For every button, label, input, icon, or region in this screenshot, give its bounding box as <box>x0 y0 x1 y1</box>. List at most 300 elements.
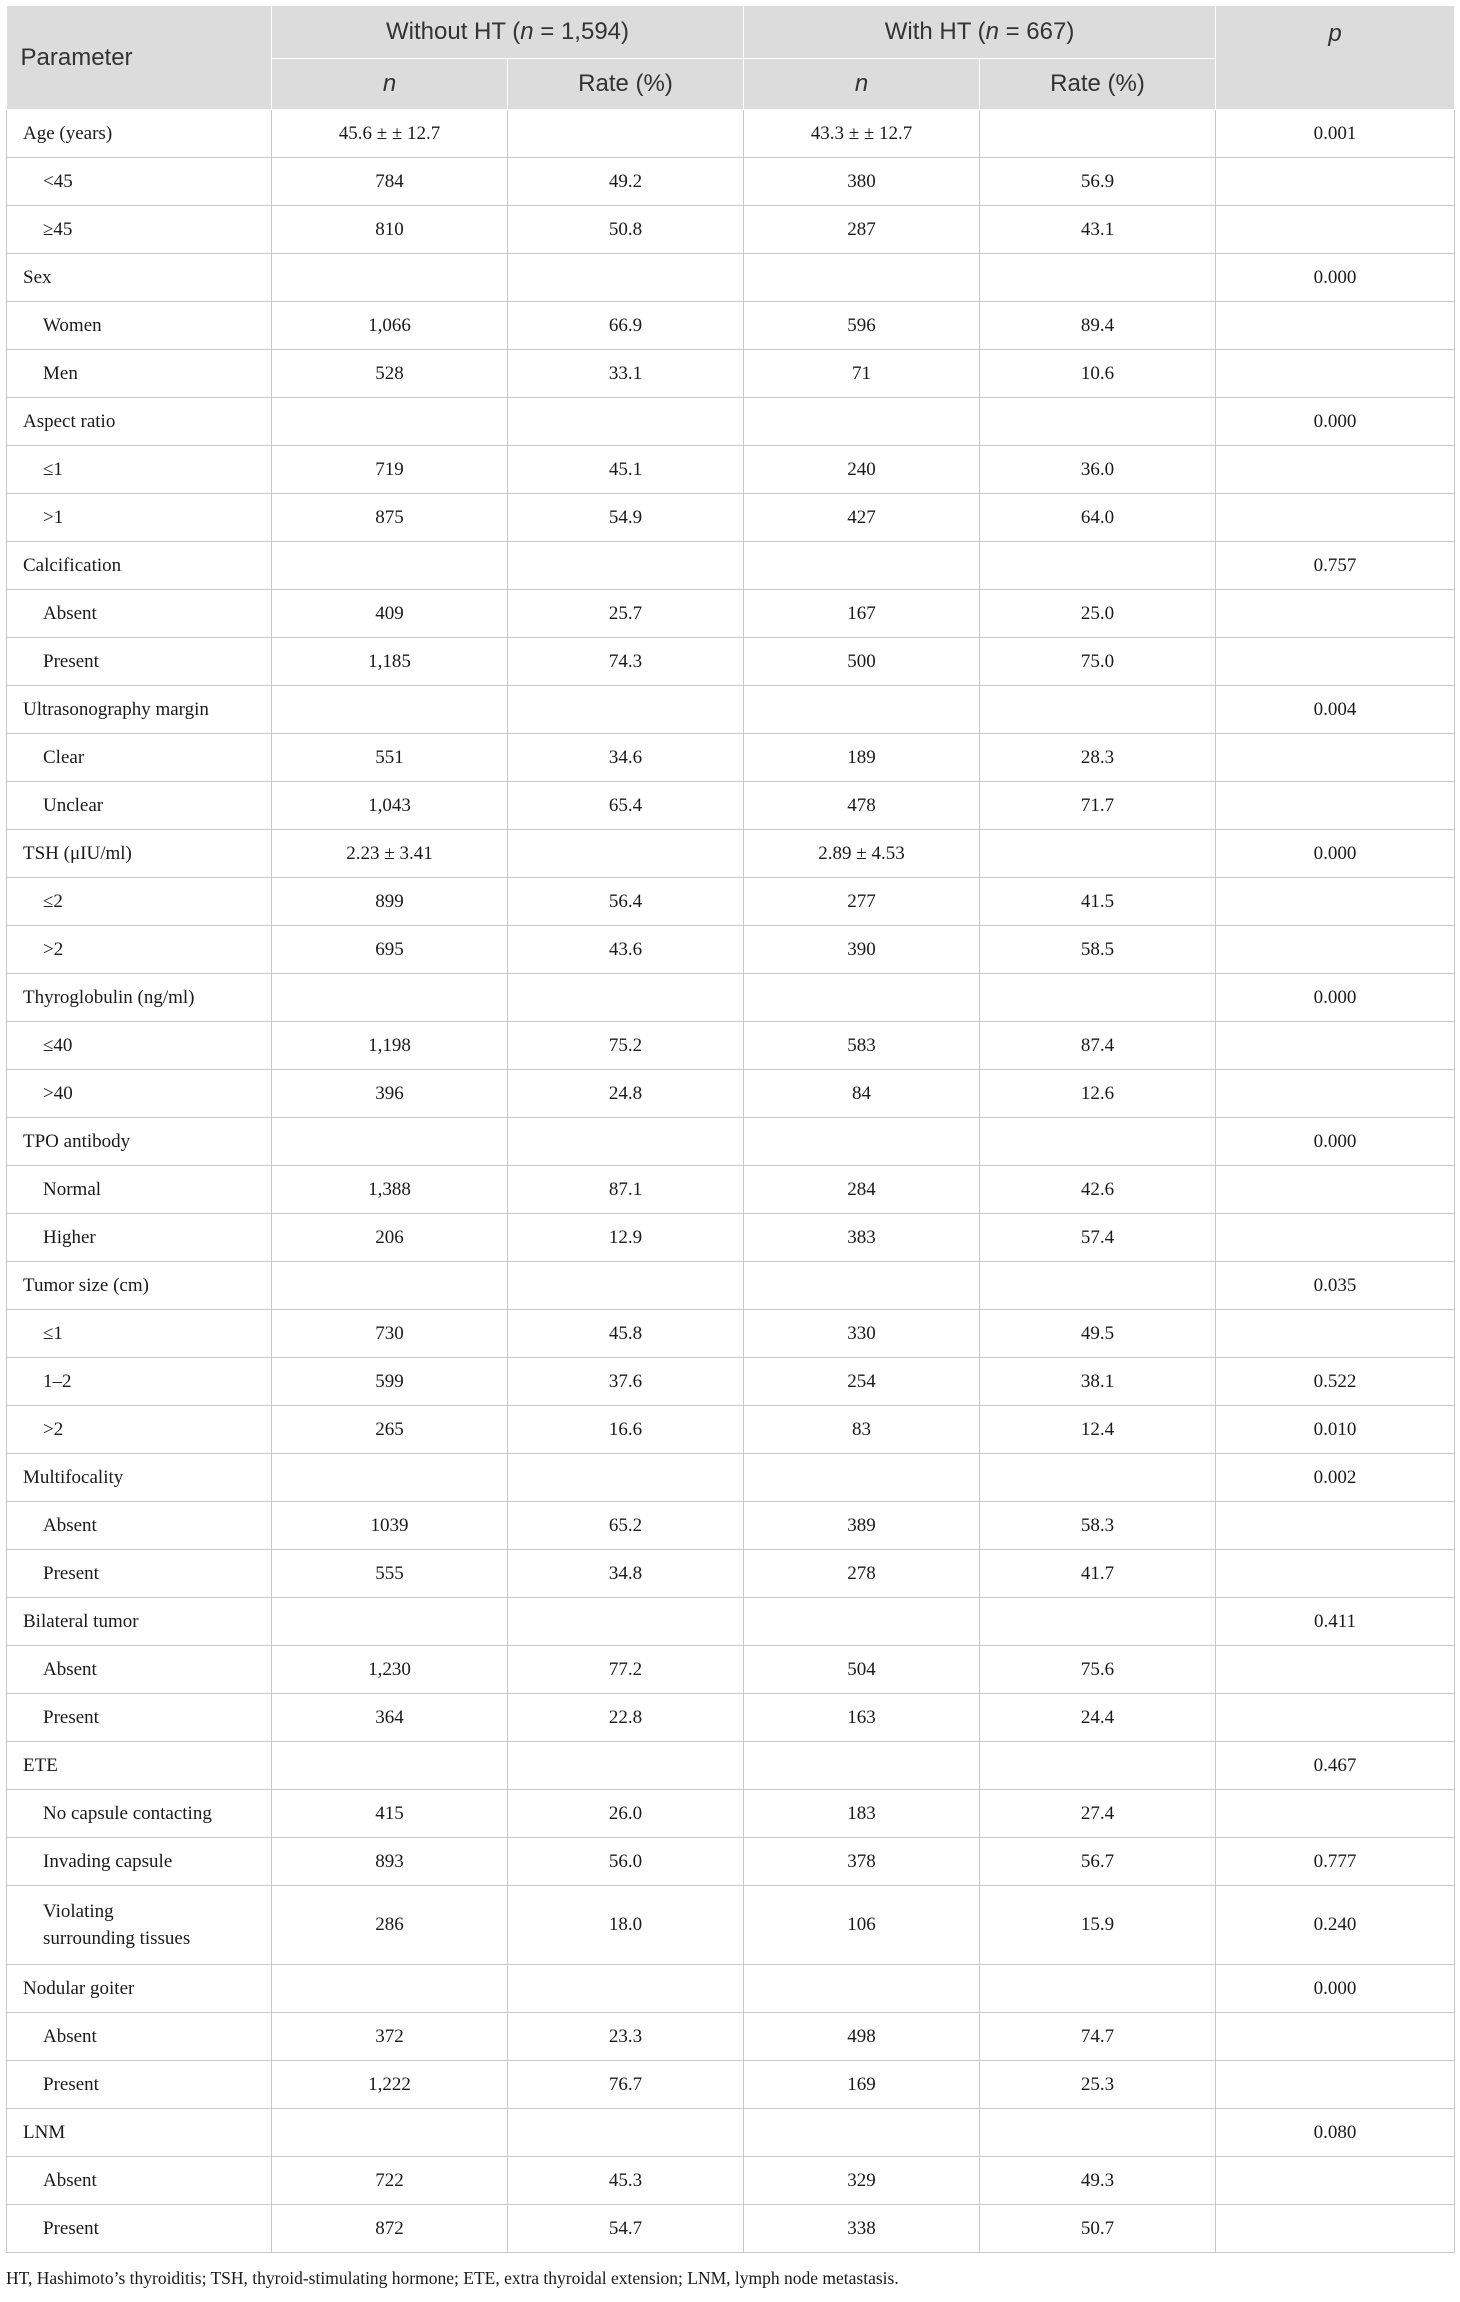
without-ht-rate: 76.7 <box>508 2061 744 2109</box>
row-label: ≤40 <box>7 1022 272 1070</box>
without-ht-n: 1,043 <box>272 782 508 830</box>
comparison-table <box>6 6 1455 2253</box>
header-with-n: n <box>744 59 980 110</box>
without-ht-rate <box>508 1965 744 2013</box>
p-value <box>1216 158 1455 206</box>
without-ht-rate: 66.9 <box>508 302 744 350</box>
with-ht-n: 106 <box>744 1886 980 1965</box>
row-label: Present <box>7 638 272 686</box>
table-row <box>7 302 1455 350</box>
without-ht-rate: 65.4 <box>508 782 744 830</box>
with-ht-rate <box>980 1118 1216 1166</box>
row-label: 1–2 <box>7 1358 272 1406</box>
table-row <box>7 1965 1455 2013</box>
row-label: ≥45 <box>7 206 272 254</box>
p-value <box>1216 2157 1455 2205</box>
with-ht-n: 83 <box>744 1406 980 1454</box>
without-ht-n <box>272 398 508 446</box>
without-ht-n: 415 <box>272 1790 508 1838</box>
without-ht-n: 1,222 <box>272 2061 508 2109</box>
table-row <box>7 110 1455 158</box>
with-ht-rate <box>980 398 1216 446</box>
without-ht-n: 599 <box>272 1358 508 1406</box>
row-label: ≤1 <box>7 446 272 494</box>
with-ht-rate: 58.5 <box>980 926 1216 974</box>
table-row <box>7 2061 1455 2109</box>
with-ht-rate <box>980 830 1216 878</box>
without-ht-n: 409 <box>272 590 508 638</box>
with-ht-rate: 24.4 <box>980 1694 1216 1742</box>
row-label: Present <box>7 1550 272 1598</box>
without-ht-rate <box>508 974 744 1022</box>
with-ht-rate <box>980 686 1216 734</box>
header-with-rate: Rate (%) <box>980 59 1216 110</box>
without-ht-n: 875 <box>272 494 508 542</box>
with-ht-n <box>744 398 980 446</box>
row-label: Clear <box>7 734 272 782</box>
without-ht-n: 730 <box>272 1310 508 1358</box>
table-row <box>7 830 1455 878</box>
p-value: 0.000 <box>1216 830 1455 878</box>
p-value: 0.080 <box>1216 2109 1455 2157</box>
without-ht-rate <box>508 254 744 302</box>
table-row <box>7 1214 1455 1262</box>
with-ht-rate: 25.3 <box>980 2061 1216 2109</box>
with-ht-n <box>744 1742 980 1790</box>
with-ht-rate: 28.3 <box>980 734 1216 782</box>
row-label: Present <box>7 2205 272 2253</box>
p-value <box>1216 206 1455 254</box>
with-ht-rate <box>980 254 1216 302</box>
header-parameter: Parameter <box>7 6 272 110</box>
row-label: Calcification <box>7 542 272 590</box>
table-container <box>6 6 1454 2253</box>
with-ht-rate: 43.1 <box>980 206 1216 254</box>
row-label: Nodular goiter <box>7 1965 272 2013</box>
p-value <box>1216 638 1455 686</box>
p-value <box>1216 1550 1455 1598</box>
table-row <box>7 446 1455 494</box>
table-row <box>7 2205 1455 2253</box>
p-value <box>1216 734 1455 782</box>
without-ht-rate: 54.7 <box>508 2205 744 2253</box>
p-value <box>1216 302 1455 350</box>
with-ht-n: 498 <box>744 2013 980 2061</box>
with-ht-n <box>744 254 980 302</box>
with-ht-rate: 49.3 <box>980 2157 1216 2205</box>
with-ht-rate: 10.6 <box>980 350 1216 398</box>
without-ht-n: 396 <box>272 1070 508 1118</box>
with-ht-n: 338 <box>744 2205 980 2253</box>
with-ht-rate <box>980 1965 1216 2013</box>
header-without-ht-n-var: n <box>520 18 534 45</box>
p-value: 0.757 <box>1216 542 1455 590</box>
row-label: Absent <box>7 2013 272 2061</box>
with-ht-rate: 41.7 <box>980 1550 1216 1598</box>
with-ht-rate: 36.0 <box>980 446 1216 494</box>
row-label: Invading capsule <box>7 1838 272 1886</box>
p-value: 0.777 <box>1216 1838 1455 1886</box>
with-ht-n: 167 <box>744 590 980 638</box>
p-value: 0.467 <box>1216 1742 1455 1790</box>
without-ht-rate: 45.1 <box>508 446 744 494</box>
row-label: Present <box>7 1694 272 1742</box>
with-ht-n: 163 <box>744 1694 980 1742</box>
table-row <box>7 254 1455 302</box>
table-row <box>7 590 1455 638</box>
with-ht-rate: 64.0 <box>980 494 1216 542</box>
with-ht-n: 240 <box>744 446 980 494</box>
without-ht-n <box>272 1262 508 1310</box>
without-ht-n: 1039 <box>272 1502 508 1550</box>
row-label: Violating surrounding tissues <box>7 1886 272 1965</box>
without-ht-rate: 45.8 <box>508 1310 744 1358</box>
table-row <box>7 2109 1455 2157</box>
row-label: Present <box>7 2061 272 2109</box>
with-ht-n: 71 <box>744 350 980 398</box>
table-row <box>7 1118 1455 1166</box>
table-row <box>7 2013 1455 2061</box>
without-ht-rate: 65.2 <box>508 1502 744 1550</box>
without-ht-n: 551 <box>272 734 508 782</box>
with-ht-rate: 75.6 <box>980 1646 1216 1694</box>
p-value: 0.002 <box>1216 1454 1455 1502</box>
without-ht-n: 372 <box>272 2013 508 2061</box>
without-ht-n <box>272 1965 508 2013</box>
with-ht-n: 84 <box>744 1070 980 1118</box>
row-label: Absent <box>7 1502 272 1550</box>
table-row <box>7 398 1455 446</box>
with-ht-rate: 25.0 <box>980 590 1216 638</box>
without-ht-rate: 12.9 <box>508 1214 744 1262</box>
p-value <box>1216 1070 1455 1118</box>
table-row <box>7 1454 1455 1502</box>
with-ht-n <box>744 686 980 734</box>
without-ht-rate <box>508 1262 744 1310</box>
without-ht-rate: 56.0 <box>508 1838 744 1886</box>
with-ht-n: 2.89 ± 4.53 <box>744 830 980 878</box>
table-row <box>7 1646 1455 1694</box>
row-label: >40 <box>7 1070 272 1118</box>
with-ht-n <box>744 2109 980 2157</box>
table-row <box>7 1790 1455 1838</box>
without-ht-n: 722 <box>272 2157 508 2205</box>
without-ht-n: 719 <box>272 446 508 494</box>
without-ht-n: 45.6 ± ± 12.7 <box>272 110 508 158</box>
p-value <box>1216 1790 1455 1838</box>
with-ht-rate: 71.7 <box>980 782 1216 830</box>
with-ht-n: 500 <box>744 638 980 686</box>
row-label: Aspect ratio <box>7 398 272 446</box>
table-row <box>7 1070 1455 1118</box>
without-ht-n: 695 <box>272 926 508 974</box>
without-ht-n: 1,185 <box>272 638 508 686</box>
without-ht-n: 286 <box>272 1886 508 1965</box>
table-row <box>7 638 1455 686</box>
header-without-n: n <box>272 59 508 110</box>
table-row <box>7 686 1455 734</box>
table-row <box>7 782 1455 830</box>
p-value <box>1216 590 1455 638</box>
without-ht-rate <box>508 1118 744 1166</box>
without-ht-n: 265 <box>272 1406 508 1454</box>
without-ht-rate: 25.7 <box>508 590 744 638</box>
without-ht-n: 2.23 ± 3.41 <box>272 830 508 878</box>
p-value <box>1216 2013 1455 2061</box>
with-ht-n <box>744 1454 980 1502</box>
with-ht-n <box>744 1598 980 1646</box>
with-ht-n: 277 <box>744 878 980 926</box>
with-ht-rate: 15.9 <box>980 1886 1216 1965</box>
table-footnote: HT, Hashimoto’s thyroiditis; TSH, thyroid-stimulating hormone; ETE, extra thyroidal extension; LNM, lymph node metastasis. <box>6 2268 899 2288</box>
with-ht-rate: 38.1 <box>980 1358 1216 1406</box>
with-ht-rate <box>980 542 1216 590</box>
p-value: 0.000 <box>1216 254 1455 302</box>
without-ht-n <box>272 254 508 302</box>
without-ht-n <box>272 1118 508 1166</box>
with-ht-rate <box>980 1262 1216 1310</box>
without-ht-rate <box>508 110 744 158</box>
with-ht-rate: 89.4 <box>980 302 1216 350</box>
row-label: Higher <box>7 1214 272 1262</box>
row-label: ≤2 <box>7 878 272 926</box>
p-value: 0.000 <box>1216 1118 1455 1166</box>
without-ht-rate: 77.2 <box>508 1646 744 1694</box>
header-with-ht <box>744 6 1216 59</box>
table-row <box>7 1358 1455 1406</box>
with-ht-rate <box>980 1742 1216 1790</box>
table-row <box>7 2157 1455 2205</box>
without-ht-rate <box>508 1742 744 1790</box>
p-value <box>1216 1166 1455 1214</box>
without-ht-rate: 34.6 <box>508 734 744 782</box>
with-ht-rate: 12.4 <box>980 1406 1216 1454</box>
row-label: Age (years) <box>7 110 272 158</box>
row-label: Sex <box>7 254 272 302</box>
with-ht-rate: 50.7 <box>980 2205 1216 2253</box>
table-row <box>7 542 1455 590</box>
p-value: 0.000 <box>1216 398 1455 446</box>
with-ht-rate: 27.4 <box>980 1790 1216 1838</box>
p-value: 0.010 <box>1216 1406 1455 1454</box>
without-ht-rate: 75.2 <box>508 1022 744 1070</box>
with-ht-rate: 58.3 <box>980 1502 1216 1550</box>
table-row <box>7 1886 1455 1965</box>
with-ht-rate: 12.6 <box>980 1070 1216 1118</box>
p-value <box>1216 782 1455 830</box>
p-value <box>1216 2205 1455 2253</box>
with-ht-rate <box>980 2109 1216 2157</box>
p-value: 0.035 <box>1216 1262 1455 1310</box>
p-value <box>1216 494 1455 542</box>
without-ht-n: 872 <box>272 2205 508 2253</box>
row-label: TPO antibody <box>7 1118 272 1166</box>
row-label: Women <box>7 302 272 350</box>
table-row <box>7 1502 1455 1550</box>
without-ht-rate <box>508 1598 744 1646</box>
p-value: 0.240 <box>1216 1886 1455 1965</box>
row-label: >1 <box>7 494 272 542</box>
p-value <box>1216 1694 1455 1742</box>
with-ht-n: 330 <box>744 1310 980 1358</box>
without-ht-rate <box>508 398 744 446</box>
p-value <box>1216 1502 1455 1550</box>
row-label: Absent <box>7 1646 272 1694</box>
without-ht-rate: 37.6 <box>508 1358 744 1406</box>
with-ht-rate: 75.0 <box>980 638 1216 686</box>
without-ht-rate <box>508 686 744 734</box>
with-ht-n: 390 <box>744 926 980 974</box>
with-ht-rate: 49.5 <box>980 1310 1216 1358</box>
row-label: ≤1 <box>7 1310 272 1358</box>
table-row <box>7 734 1455 782</box>
without-ht-rate: 22.8 <box>508 1694 744 1742</box>
with-ht-n <box>744 1965 980 2013</box>
p-value <box>1216 1310 1455 1358</box>
table-row <box>7 974 1455 1022</box>
row-label: <45 <box>7 158 272 206</box>
without-ht-n: 784 <box>272 158 508 206</box>
row-label: Multifocality <box>7 1454 272 1502</box>
table-row <box>7 878 1455 926</box>
without-ht-n: 364 <box>272 1694 508 1742</box>
without-ht-rate <box>508 1454 744 1502</box>
without-ht-n <box>272 2109 508 2157</box>
header-with-ht-label: With HT ( <box>884 18 986 45</box>
without-ht-rate: 54.9 <box>508 494 744 542</box>
table-row <box>7 1598 1455 1646</box>
with-ht-n: 389 <box>744 1502 980 1550</box>
with-ht-n <box>744 542 980 590</box>
p-value <box>1216 926 1455 974</box>
table-row <box>7 1310 1455 1358</box>
without-ht-rate: 23.3 <box>508 2013 744 2061</box>
p-value: 0.001 <box>1216 110 1455 158</box>
without-ht-n <box>272 542 508 590</box>
with-ht-n: 287 <box>744 206 980 254</box>
with-ht-n: 189 <box>744 734 980 782</box>
p-value <box>1216 1646 1455 1694</box>
with-ht-rate: 56.9 <box>980 158 1216 206</box>
without-ht-rate <box>508 542 744 590</box>
without-ht-n <box>272 1454 508 1502</box>
row-label: Unclear <box>7 782 272 830</box>
p-value <box>1216 446 1455 494</box>
with-ht-rate: 74.7 <box>980 2013 1216 2061</box>
with-ht-n: 427 <box>744 494 980 542</box>
without-ht-n: 528 <box>272 350 508 398</box>
p-value: 0.000 <box>1216 974 1455 1022</box>
without-ht-rate: 18.0 <box>508 1886 744 1965</box>
without-ht-n: 1,198 <box>272 1022 508 1070</box>
with-ht-rate <box>980 1454 1216 1502</box>
header-without-ht-label: Without HT ( <box>386 18 521 45</box>
table-row <box>7 350 1455 398</box>
without-ht-n <box>272 1598 508 1646</box>
header-without-ht-count: = 1,594) <box>533 18 630 45</box>
row-label: LNM <box>7 2109 272 2157</box>
with-ht-rate: 56.7 <box>980 1838 1216 1886</box>
p-value: 0.411 <box>1216 1598 1455 1646</box>
row-label: Absent <box>7 2157 272 2205</box>
with-ht-n: 380 <box>744 158 980 206</box>
row-label: >2 <box>7 1406 272 1454</box>
without-ht-n: 555 <box>272 1550 508 1598</box>
with-ht-n <box>744 974 980 1022</box>
without-ht-rate: 87.1 <box>508 1166 744 1214</box>
table-row <box>7 1262 1455 1310</box>
p-value: 0.522 <box>1216 1358 1455 1406</box>
without-ht-n: 893 <box>272 1838 508 1886</box>
with-ht-n <box>744 1118 980 1166</box>
header-p: p <box>1216 6 1455 110</box>
with-ht-rate <box>980 974 1216 1022</box>
row-label: Ultrasonography margin <box>7 686 272 734</box>
with-ht-n: 478 <box>744 782 980 830</box>
without-ht-n: 1,230 <box>272 1646 508 1694</box>
table-row <box>7 1166 1455 1214</box>
with-ht-n: 378 <box>744 1838 980 1886</box>
p-value <box>1216 1214 1455 1262</box>
p-value <box>1216 878 1455 926</box>
without-ht-rate: 74.3 <box>508 638 744 686</box>
table-row <box>7 1550 1455 1598</box>
table-row <box>7 494 1455 542</box>
with-ht-n: 254 <box>744 1358 980 1406</box>
row-label: Men <box>7 350 272 398</box>
table-row <box>7 926 1455 974</box>
without-ht-rate: 43.6 <box>508 926 744 974</box>
table-row <box>7 158 1455 206</box>
with-ht-n: 183 <box>744 1790 980 1838</box>
with-ht-n: 169 <box>744 2061 980 2109</box>
without-ht-rate <box>508 830 744 878</box>
table-row <box>7 206 1455 254</box>
row-label: Absent <box>7 590 272 638</box>
table-row <box>7 1742 1455 1790</box>
with-ht-n: 504 <box>744 1646 980 1694</box>
with-ht-n: 329 <box>744 2157 980 2205</box>
row-label: TSH (μIU/ml) <box>7 830 272 878</box>
without-ht-n <box>272 1742 508 1790</box>
without-ht-rate: 26.0 <box>508 1790 744 1838</box>
with-ht-n: 43.3 ± ± 12.7 <box>744 110 980 158</box>
table-row <box>7 1694 1455 1742</box>
table-row <box>7 1022 1455 1070</box>
without-ht-rate: 56.4 <box>508 878 744 926</box>
header-without-ht <box>272 6 744 59</box>
with-ht-n: 284 <box>744 1166 980 1214</box>
without-ht-rate: 49.2 <box>508 158 744 206</box>
row-label: No capsule contacting <box>7 1790 272 1838</box>
table-body <box>7 110 1455 2253</box>
table-header <box>7 6 1455 110</box>
without-ht-rate: 16.6 <box>508 1406 744 1454</box>
table-row <box>7 1838 1455 1886</box>
with-ht-n <box>744 1262 980 1310</box>
without-ht-rate: 24.8 <box>508 1070 744 1118</box>
without-ht-rate: 50.8 <box>508 206 744 254</box>
without-ht-rate: 45.3 <box>508 2157 744 2205</box>
with-ht-n: 596 <box>744 302 980 350</box>
row-label: Tumor size (cm) <box>7 1262 272 1310</box>
without-ht-rate: 33.1 <box>508 350 744 398</box>
with-ht-n: 278 <box>744 1550 980 1598</box>
with-ht-rate: 87.4 <box>980 1022 1216 1070</box>
without-ht-n <box>272 686 508 734</box>
without-ht-rate <box>508 2109 744 2157</box>
with-ht-rate: 57.4 <box>980 1214 1216 1262</box>
